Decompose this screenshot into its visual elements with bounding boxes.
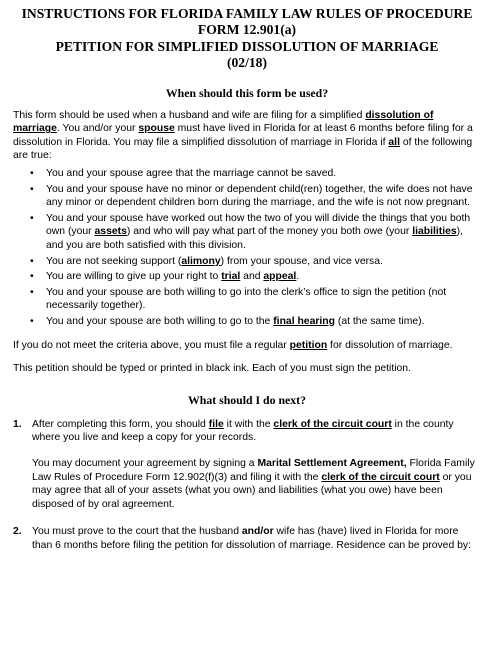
term-file[interactable]: file (208, 418, 224, 430)
emphasis-and-or: and/or (241, 526, 274, 538)
marital-settlement-agreement-label: Marital Settlement Agreement, (257, 457, 407, 469)
section-heading-when: When should this form be used? (165, 85, 329, 100)
criteria-note-paragraph: If you do not meet the criteria above, you must file a regular petition for dissolution of marriage. (13, 339, 453, 351)
criteria-text: You and your spouse agree that the marriage cannot be saved. (46, 168, 337, 179)
intro-text-4: of the following are true: (13, 136, 473, 162)
title-line-2: FORM 12.901(a) (197, 22, 297, 38)
intro-paragraph (13, 109, 481, 163)
title-line-3: PETITION FOR SIMPLIFIED DISSOLUTION OF MARRIAGE (55, 38, 439, 54)
criteria-item (13, 286, 481, 313)
criteria-text: You and your spouse are both willing to go into the clerk’s office to sign the petition (not necessarily together). (46, 286, 447, 312)
term-clerk-of-circuit-court[interactable]: clerk of the circuit court (273, 418, 392, 430)
step-number: 1. (13, 418, 22, 430)
intro-text-1: This form should be used when a husband and wife are filing for a simplified (13, 109, 366, 121)
step-1-subparagraph: You may document your agreement by signing a Marital Settlement Agreement, Florida Family Law Rules of Procedure Form 12.902(f)(3) and filing it with the clerk of the circuit court or you may agree that all of your assets (what you own) and liabilities (what you owe) have been disposed of by oral agreement. (32, 457, 475, 510)
criteria-item (13, 167, 481, 181)
steps-list (13, 418, 481, 553)
intro-text-3: must have lived in Florida for at least 6 months before filing for a dissolution in Florida. You may file a simplified dissolution of marriage in Florida if (13, 123, 473, 148)
term-clerk-of-circuit-court[interactable]: clerk of the circuit court (321, 471, 440, 483)
step-number: 2. (13, 526, 22, 538)
term-dissolution-of-marriage[interactable]: dissolution of marriage (13, 109, 434, 135)
criteria-item: • You and your spouse are both willing to go to the final hearing (at the same time). (13, 315, 481, 329)
criteria-item (13, 183, 481, 210)
ink-instruction-paragraph: This petition should be typed or printed in black ink. Each of you must sign the petition. (13, 363, 411, 375)
title-line-4: (02/18) (226, 55, 268, 71)
section-heading-next: What should I do next? (187, 392, 306, 407)
criteria-item: • You are willing to give up your right to trial and appeal. (13, 270, 481, 284)
criteria-list (13, 167, 481, 329)
criteria-text: You and your spouse have no minor or dependent child(ren) together, the wife does not have any minor or dependent children born during the marriage, and the wife is not now pregnant. (46, 183, 473, 209)
term-spouse[interactable]: spouse (138, 123, 175, 135)
term-petition[interactable]: petition (289, 339, 328, 351)
title-line-1: INSTRUCTIONS FOR FLORIDA FAMILY LAW RULES OF PROCEDURE (21, 6, 473, 21)
document-title (13, 6, 481, 72)
criteria-item: • You and your spouse have worked out how the two of you will divide the things that you both own (your assets) and who will pay what part of the money you both owe (your liabilities), and you are both satisfied with this division. (13, 212, 481, 253)
step-item-2: 2. You must prove to the court that the husband and/or wife has (have) lived in Florida for more than 6 months before filing the petition for dissolution of marriage. Residence can be proved by: (13, 526, 471, 551)
step-item-1: 1. After completing this form, you should file it with the clerk of the circuit court in the county where you live and keep a copy for your records. You may document your agreement by signing a Marital Settlement Agreement, Florida Family Law Rules of Procedure Form 12.902(f)(3) and filing it with the clerk of the circuit court or you may agree that all of your assets (what you own) and liabilities (what you owe) have been disposed of by oral agreement. (13, 418, 481, 512)
term-alimony[interactable]: alimony (181, 255, 221, 267)
term-appeal[interactable]: appeal (263, 271, 297, 283)
term-trial[interactable]: trial (221, 271, 241, 283)
criteria-item: • You are not seeking support (alimony) from your spouse, and vice versa. (13, 255, 481, 269)
term-final-hearing[interactable]: final hearing (273, 315, 335, 327)
term-liabilities[interactable]: liabilities (412, 226, 457, 238)
emphasis-all: all (388, 136, 400, 148)
intro-text-2: . You and/or your (56, 123, 139, 135)
term-assets[interactable]: assets (94, 226, 127, 238)
